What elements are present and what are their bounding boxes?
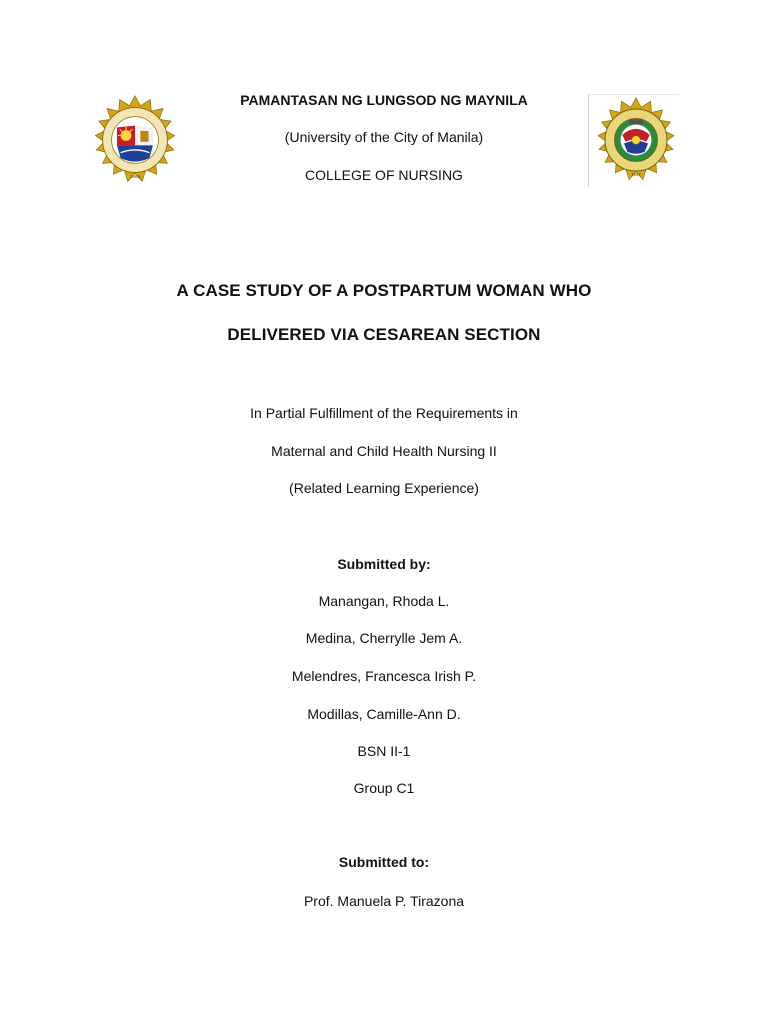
section-label: BSN II-1	[357, 743, 411, 759]
college-name: COLLEGE OF NURSING	[305, 167, 463, 183]
case-study-title-line2: DELIVERED VIA CESAREAN SECTION	[227, 325, 541, 344]
university-english-name: (University of the City of Manila)	[284, 129, 484, 145]
student-name: Medina, Cherrylle Jem A.	[305, 630, 463, 646]
svg-text:1967: 1967	[631, 172, 641, 178]
group-label: Group C1	[353, 780, 415, 796]
student-name: Manangan, Rhoda L.	[318, 593, 450, 609]
university-name: PAMANTASAN NG LUNGSOD NG MAYNILA	[240, 92, 528, 108]
fulfillment-line2: Maternal and Child Health Nursing II	[271, 443, 497, 459]
student-name: Melendres, Francesca Irish P.	[291, 668, 477, 684]
svg-text:1965: 1965	[129, 173, 141, 179]
submitted-to-label: Submitted to:	[338, 854, 430, 870]
professor-name: Prof. Manuela P. Tirazona	[303, 893, 465, 909]
fulfillment-line1: In Partial Fulfillment of the Requirements in	[250, 405, 518, 421]
student-name: Modillas, Camille-Ann D.	[307, 706, 461, 722]
submitted-by-label: Submitted by:	[337, 556, 431, 572]
fulfillment-line3: (Related Learning Experience)	[289, 480, 479, 496]
case-study-title-line1: A CASE STUDY OF A POSTPARTUM WOMAN WHO	[176, 281, 592, 300]
